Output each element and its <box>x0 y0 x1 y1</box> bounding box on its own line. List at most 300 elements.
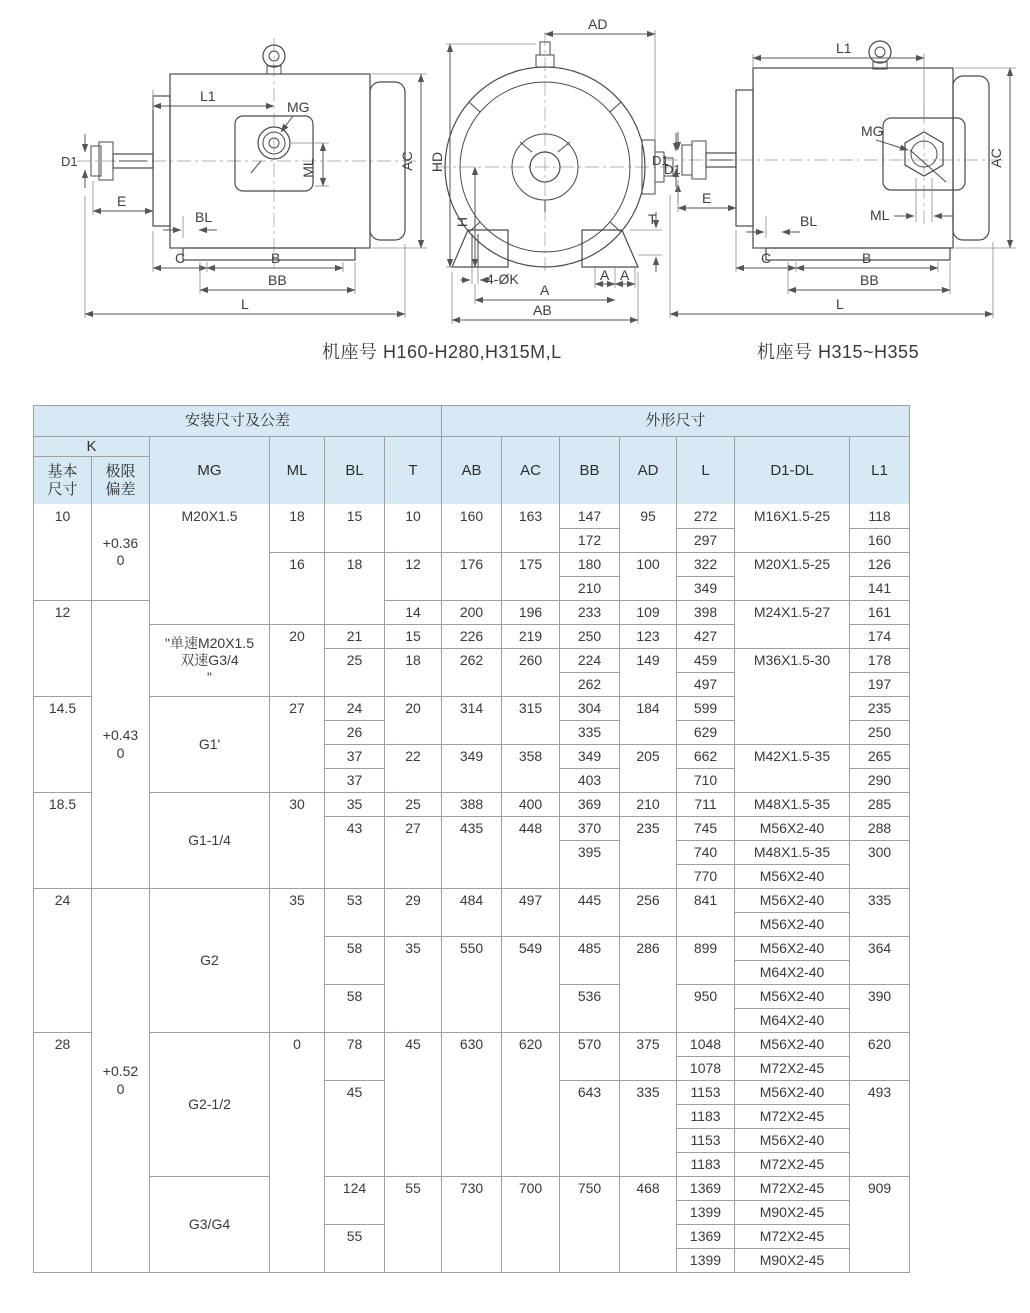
table-cell <box>269 648 324 672</box>
table-cell: 459 <box>676 648 734 672</box>
table-cell <box>149 528 269 552</box>
table-cell: 18 <box>384 648 441 672</box>
header-install-group: 安装尺寸及公差 <box>34 406 441 436</box>
table-cell: 58 <box>324 984 384 1008</box>
table-cell: 18 <box>269 504 324 528</box>
table-cell: 26 <box>324 720 384 744</box>
table-cell <box>501 576 559 600</box>
table-cell <box>501 960 559 984</box>
table-cell <box>34 936 91 960</box>
table-cell <box>619 720 676 744</box>
table-cell <box>324 840 384 864</box>
table-cell: 53 <box>324 888 384 912</box>
table-cell: 160 <box>441 504 501 528</box>
table-cell: 745 <box>676 816 734 840</box>
table-cell: 0 <box>269 1032 324 1056</box>
table-cell: 349 <box>676 576 734 600</box>
table-cell: M56X2-40 <box>734 1080 849 1104</box>
table-cell <box>441 720 501 744</box>
table-cell <box>619 984 676 1008</box>
table-cell: 147 <box>559 504 619 528</box>
table-cell <box>501 1152 559 1176</box>
dim-label-ad: AD <box>588 16 608 32</box>
table-cell <box>34 1056 91 1080</box>
table-cell: 1183 <box>676 1104 734 1128</box>
table-cell <box>324 1152 384 1176</box>
dim-label-ac-r: AC <box>988 148 1004 168</box>
table-cell <box>501 1056 559 1080</box>
table-cell: 35 <box>384 936 441 960</box>
table-cell: M64X2-40 <box>734 960 849 984</box>
table-cell: 37 <box>324 744 384 768</box>
table-cell: M56X2-40 <box>734 984 849 1008</box>
table-cell: M72X2-45 <box>734 1224 849 1248</box>
header-col-bb: BB <box>559 436 619 504</box>
table-cell <box>734 528 849 552</box>
table-cell: M72X2-45 <box>734 1152 849 1176</box>
table-cell: M64X2-40 <box>734 1008 849 1032</box>
table-cell: 12 <box>34 600 91 624</box>
table-cell: M72X2-45 <box>734 1176 849 1200</box>
table-cell <box>734 576 849 600</box>
table-cell <box>324 912 384 936</box>
table-cell: 427 <box>676 624 734 648</box>
header-col-d1-dl: D1-DL <box>734 436 849 504</box>
table-cell <box>34 744 91 768</box>
dim-table <box>33 405 910 1273</box>
dim-label-ab: AB <box>533 302 552 318</box>
table-cell <box>559 1248 619 1272</box>
table-cell <box>269 984 324 1008</box>
table-cell <box>501 1128 559 1152</box>
table-cell: 163 <box>501 504 559 528</box>
table-cell <box>441 960 501 984</box>
table-cell: 549 <box>501 936 559 960</box>
table-cell <box>441 1200 501 1224</box>
table-cell <box>269 1128 324 1152</box>
dim-label-e-r: E <box>702 190 712 206</box>
table-cell <box>441 1104 501 1128</box>
table-cell <box>619 576 676 600</box>
table-cell <box>676 960 734 984</box>
table-cell: 750 <box>559 1176 619 1200</box>
table-cell: 286 <box>619 936 676 960</box>
table-row <box>34 576 909 600</box>
table-row <box>34 1176 909 1200</box>
table-cell: G1-1/4 <box>149 792 269 888</box>
table-cell <box>384 1056 441 1080</box>
dim-label-mg-r: MG <box>861 123 884 139</box>
table-cell: 599 <box>676 696 734 720</box>
table-cell: G2 <box>149 888 269 1032</box>
table-cell: 770 <box>676 864 734 888</box>
table-cell: 288 <box>849 816 909 840</box>
table-cell: M72X2-45 <box>734 1056 849 1080</box>
table-cell <box>384 840 441 864</box>
table-cell: 730 <box>441 1176 501 1200</box>
dim-label-b: B <box>271 250 281 266</box>
table-cell <box>441 528 501 552</box>
table-cell <box>269 1104 324 1128</box>
table-cell <box>676 1008 734 1032</box>
table-cell <box>849 1056 909 1080</box>
table-cell: 25 <box>324 648 384 672</box>
table-cell: 1078 <box>676 1056 734 1080</box>
dim-label-a1: A <box>600 267 610 283</box>
table-cell <box>734 672 849 696</box>
table-cell <box>441 1008 501 1032</box>
table-cell <box>501 1248 559 1272</box>
table-cell: 1048 <box>676 1032 734 1056</box>
header-col-row <box>34 436 909 456</box>
table-cell <box>501 528 559 552</box>
table-cell <box>676 912 734 936</box>
table-cell <box>619 528 676 552</box>
table-cell: 262 <box>559 672 619 696</box>
table-cell: 349 <box>559 744 619 768</box>
table-cell <box>559 864 619 888</box>
table-cell: M56X2-40 <box>734 936 849 960</box>
table-cell <box>619 1224 676 1248</box>
table-cell: G2-1/2 <box>149 1032 269 1176</box>
table-cell <box>34 1080 91 1104</box>
table-row <box>34 528 909 552</box>
table-cell <box>441 840 501 864</box>
table-cell: 43 <box>324 816 384 840</box>
table-cell: 468 <box>619 1176 676 1200</box>
table-cell: 349 <box>441 744 501 768</box>
table-cell <box>384 1080 441 1104</box>
table-cell: M16X1.5-25 <box>734 504 849 528</box>
table-cell <box>559 1128 619 1152</box>
table-cell <box>269 864 324 888</box>
table-cell: 285 <box>849 792 909 816</box>
table-cell <box>269 960 324 984</box>
table-cell: 21 <box>324 624 384 648</box>
table-cell: 1369 <box>676 1176 734 1200</box>
table-cell: 740 <box>676 840 734 864</box>
table-cell <box>384 1152 441 1176</box>
table-cell: 899 <box>676 936 734 960</box>
table-cell <box>849 1128 909 1152</box>
table-cell: 390 <box>849 984 909 1008</box>
table-cell: 210 <box>559 576 619 600</box>
table-cell <box>849 1200 909 1224</box>
table-cell <box>441 1248 501 1272</box>
table-cell <box>34 1104 91 1128</box>
table-row <box>34 792 909 816</box>
table-cell <box>384 768 441 792</box>
table-cell: 10 <box>54 507 71 524</box>
table-cell: 335 <box>619 1080 676 1104</box>
table-cell <box>34 648 91 672</box>
table-cell <box>619 840 676 864</box>
table-cell <box>269 720 324 744</box>
table-cell <box>619 1128 676 1152</box>
table-cell <box>619 768 676 792</box>
table-cell: 14 <box>384 600 441 624</box>
table-cell: 250 <box>559 624 619 648</box>
table-cell: 124 <box>324 1176 384 1200</box>
table-cell <box>441 912 501 936</box>
table-cell: 109 <box>619 600 676 624</box>
table-cell: 37 <box>324 768 384 792</box>
table-cell: M48X1.5-35 <box>734 840 849 864</box>
table-cell: 493 <box>849 1080 909 1104</box>
table-cell: 629 <box>676 720 734 744</box>
dim-label-l-r: L <box>836 296 844 312</box>
table-cell <box>441 1224 501 1248</box>
table-cell: 335 <box>559 720 619 744</box>
table-row <box>34 888 909 912</box>
table-cell <box>384 1104 441 1128</box>
table-cell <box>559 912 619 936</box>
table-cell: 485 <box>559 936 619 960</box>
table-cell: M48X1.5-35 <box>734 792 849 816</box>
header-k-basic-size: 基本 尺寸 <box>34 456 91 504</box>
table-cell <box>384 960 441 984</box>
table-cell <box>384 1200 441 1224</box>
table-cell: M56X2-40 <box>734 1128 849 1152</box>
table-cell: 20 <box>269 624 324 648</box>
table-cell: 55 <box>384 1176 441 1200</box>
table-cell: 322 <box>676 552 734 576</box>
table-cell: 435 <box>441 816 501 840</box>
table-cell: 95 <box>619 504 676 528</box>
table-cell <box>734 696 849 720</box>
table-cell <box>324 1248 384 1272</box>
table-cell: 710 <box>676 768 734 792</box>
table-cell: 300 <box>849 840 909 864</box>
header-col-ad: AD <box>619 436 676 504</box>
dim-label-bl: BL <box>195 209 213 225</box>
table-cell <box>34 552 91 576</box>
header-col-ac: AC <box>501 436 559 504</box>
table-cell <box>501 912 559 936</box>
caption-left-frame-sizes: 机座号 H160-H280,H315M,L <box>322 342 562 362</box>
table-cell: 620 <box>849 1032 909 1056</box>
table-cell: 16 <box>269 552 324 576</box>
table-row <box>34 1032 909 1056</box>
table-cell: 304 <box>559 696 619 720</box>
table-cell <box>34 1224 91 1248</box>
table-cell: 315 <box>501 696 559 720</box>
table-cell <box>849 1224 909 1248</box>
dim-label-a: A <box>540 282 550 298</box>
table-cell: 14.5 <box>34 696 91 720</box>
table-cell <box>501 1224 559 1248</box>
table-cell: 22 <box>384 744 441 768</box>
table-cell: 250 <box>849 720 909 744</box>
dim-label-l1: L1 <box>200 88 216 104</box>
table-cell: 18.5 <box>34 792 91 816</box>
table-cell <box>384 1008 441 1032</box>
header-col-l: L <box>676 436 734 504</box>
table-cell: M56X2-40 <box>734 864 849 888</box>
diagram-front-view <box>420 12 685 342</box>
table-cell: 174 <box>849 624 909 648</box>
header-col-ml: ML <box>269 436 324 504</box>
header-k-limit-deviation: 极限 偏差 <box>91 456 149 504</box>
table-cell <box>149 600 269 624</box>
table-cell <box>441 672 501 696</box>
table-cell: M20X1.5-25 <box>734 552 849 576</box>
table-cell <box>269 1056 324 1080</box>
table-cell: 12 <box>384 552 441 576</box>
table-cell <box>501 672 559 696</box>
table-cell: 841 <box>676 888 734 912</box>
table-cell <box>441 864 501 888</box>
dim-label-l: L <box>241 296 249 312</box>
dim-label-mg: MG <box>287 99 310 115</box>
table-cell <box>34 912 91 936</box>
table-cell: M36X1.5-30 <box>734 648 849 672</box>
table-cell: 226 <box>441 624 501 648</box>
table-cell <box>849 1104 909 1128</box>
table-cell: 18 <box>324 552 384 576</box>
table-cell <box>269 1248 324 1272</box>
table-cell: 123 <box>619 624 676 648</box>
table-cell: 10 <box>384 504 441 528</box>
table-cell <box>269 1152 324 1176</box>
dim-label-d1-r: D1 <box>652 153 669 168</box>
table-cell <box>384 1128 441 1152</box>
table-cell <box>619 1200 676 1224</box>
table-cell <box>34 816 91 840</box>
table-cell: 24 <box>34 888 91 912</box>
dim-label-e: E <box>117 193 127 209</box>
table-cell: 45 <box>384 1032 441 1056</box>
table-cell: 196 <box>501 600 559 624</box>
table-cell: G1' <box>149 696 269 792</box>
table-cell <box>269 1080 324 1104</box>
table-cell: 375 <box>619 1032 676 1056</box>
table-cell <box>734 624 849 648</box>
dim-label-l1-r: L1 <box>836 40 852 56</box>
table-cell: 388 <box>441 792 501 816</box>
table-row <box>34 624 909 648</box>
table-cell <box>269 744 324 768</box>
table-cell: 550 <box>441 936 501 960</box>
table-cell <box>324 672 384 696</box>
table-cell: 219 <box>501 624 559 648</box>
table-cell <box>324 1128 384 1152</box>
table-cell: 205 <box>619 744 676 768</box>
table-cell: 297 <box>676 528 734 552</box>
table-cell <box>849 864 909 888</box>
table-cell <box>559 1104 619 1128</box>
table-cell: 178 <box>849 648 909 672</box>
dim-label-d1: D1 <box>61 154 78 169</box>
dim-label-hd: HD <box>429 151 445 173</box>
dim-label-b-r: B <box>862 250 872 266</box>
table-cell <box>501 1104 559 1128</box>
table-cell <box>441 1056 501 1080</box>
table-cell <box>269 1200 324 1224</box>
table-cell <box>34 576 91 600</box>
table-cell: 235 <box>619 816 676 840</box>
table-cell <box>734 720 849 744</box>
header-col-l1: L1 <box>849 436 909 504</box>
table-cell: 950 <box>676 984 734 1008</box>
table-row <box>34 504 909 528</box>
table-cell <box>324 1008 384 1032</box>
table-cell <box>324 576 384 600</box>
table-cell: 197 <box>849 672 909 696</box>
table-cell <box>559 960 619 984</box>
table-cell: 160 <box>849 528 909 552</box>
table-cell <box>501 864 559 888</box>
table-cell: 620 <box>501 1032 559 1056</box>
table-cell: 1399 <box>676 1248 734 1272</box>
table-cell <box>269 528 324 552</box>
table-cell: 358 <box>501 744 559 768</box>
table-cell: 235 <box>849 696 909 720</box>
table-cell <box>384 1248 441 1272</box>
table-cell: 448 <box>501 816 559 840</box>
dim-label-ac: AC <box>399 151 415 171</box>
table-cell: 314 <box>441 696 501 720</box>
table-cell: 15 <box>384 624 441 648</box>
table-cell <box>269 768 324 792</box>
table-cell <box>324 1104 384 1128</box>
header-col-bl: BL <box>324 436 384 504</box>
table-cell <box>441 768 501 792</box>
table-cell: 45 <box>324 1080 384 1104</box>
dim-label-ml-r: ML <box>870 207 890 223</box>
table-cell: G3/G4 <box>149 1176 269 1272</box>
table-cell: 27 <box>269 696 324 720</box>
table-cell <box>269 1224 324 1248</box>
table-cell <box>324 960 384 984</box>
table-cell <box>384 1224 441 1248</box>
table-cell: 256 <box>619 888 676 912</box>
table-cell: 200 <box>441 600 501 624</box>
table-cell: 29 <box>384 888 441 912</box>
table-cell <box>384 576 441 600</box>
table-cell <box>384 864 441 888</box>
table-cell <box>619 1104 676 1128</box>
table-cell <box>269 576 324 600</box>
table-cell <box>324 864 384 888</box>
table-cell <box>34 768 91 792</box>
table-cell <box>501 1008 559 1032</box>
table-cell: 35 <box>324 792 384 816</box>
table-cell <box>619 1056 676 1080</box>
table-cell: M56X2-40 <box>734 816 849 840</box>
table-cell <box>559 1056 619 1080</box>
table-cell <box>619 672 676 696</box>
table-cell: 15 <box>324 504 384 528</box>
table-cell: 55 <box>324 1224 384 1248</box>
table-cell <box>149 576 269 600</box>
table-cell: 265 <box>849 744 909 768</box>
table-cell: 20 <box>384 696 441 720</box>
table-cell: 24 <box>324 696 384 720</box>
table-cell: 570 <box>559 1032 619 1056</box>
table-cell <box>269 1176 324 1200</box>
table-cell <box>324 528 384 552</box>
table-cell <box>34 720 91 744</box>
table-cell <box>619 912 676 936</box>
table-cell: 58 <box>324 936 384 960</box>
table-cell <box>324 600 384 624</box>
table-cell <box>384 672 441 696</box>
table-cell: +0.43 0 <box>91 600 149 888</box>
table-cell: 1369 <box>676 1224 734 1248</box>
table-cell <box>559 1224 619 1248</box>
table-cell <box>501 1200 559 1224</box>
